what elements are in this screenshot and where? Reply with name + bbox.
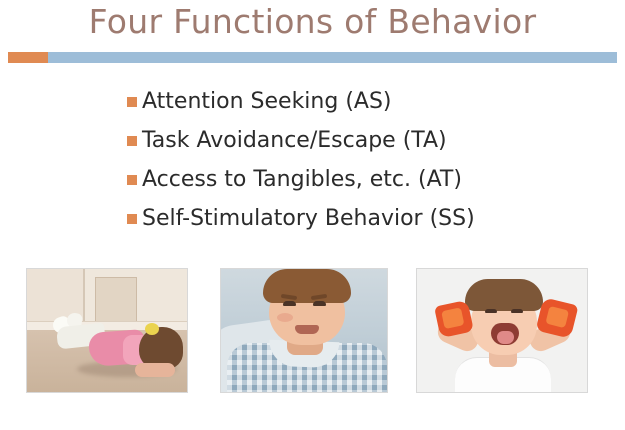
- bullet-label: Task Avoidance/Escape (TA): [142, 128, 447, 153]
- page-title: Four Functions of Behavior: [88, 2, 537, 41]
- square-bullet-icon: [127, 175, 137, 185]
- divider-accent-left: [8, 52, 48, 63]
- list-item: [127, 164, 597, 196]
- bullet-list: [127, 86, 597, 242]
- bullet-label: Attention Seeking (AS): [142, 89, 392, 114]
- photo-screaming-girl: [416, 268, 588, 393]
- list-item: [127, 86, 597, 118]
- photo3-eye-left: [485, 309, 497, 313]
- square-bullet-icon: [127, 97, 137, 107]
- photo2-mouth: [295, 325, 319, 334]
- photo-upset-boy: [220, 268, 388, 393]
- square-bullet-icon: [127, 136, 137, 146]
- photo2-cheek: [277, 313, 293, 322]
- photo2-hair: [263, 269, 351, 303]
- bullet-label: Self-Stimulatory Behavior (SS): [142, 206, 475, 231]
- photo-child-on-floor: [26, 268, 188, 393]
- list-item: [127, 203, 597, 235]
- square-bullet-icon: [127, 214, 137, 224]
- title-divider: [8, 52, 617, 63]
- photo1-hair-tie: [145, 323, 159, 335]
- photo3-eye-right: [511, 309, 523, 313]
- photo1-arm: [135, 363, 175, 377]
- list-item: [127, 125, 597, 157]
- photo2-eye-right: [313, 301, 326, 306]
- photo3-tongue: [497, 331, 514, 344]
- photo3-hair: [465, 279, 543, 311]
- photo2-eye-left: [283, 301, 296, 306]
- bullet-label: Access to Tangibles, etc. (AT): [142, 167, 462, 192]
- photo-strip: [26, 268, 606, 396]
- divider-accent-right: [48, 52, 617, 63]
